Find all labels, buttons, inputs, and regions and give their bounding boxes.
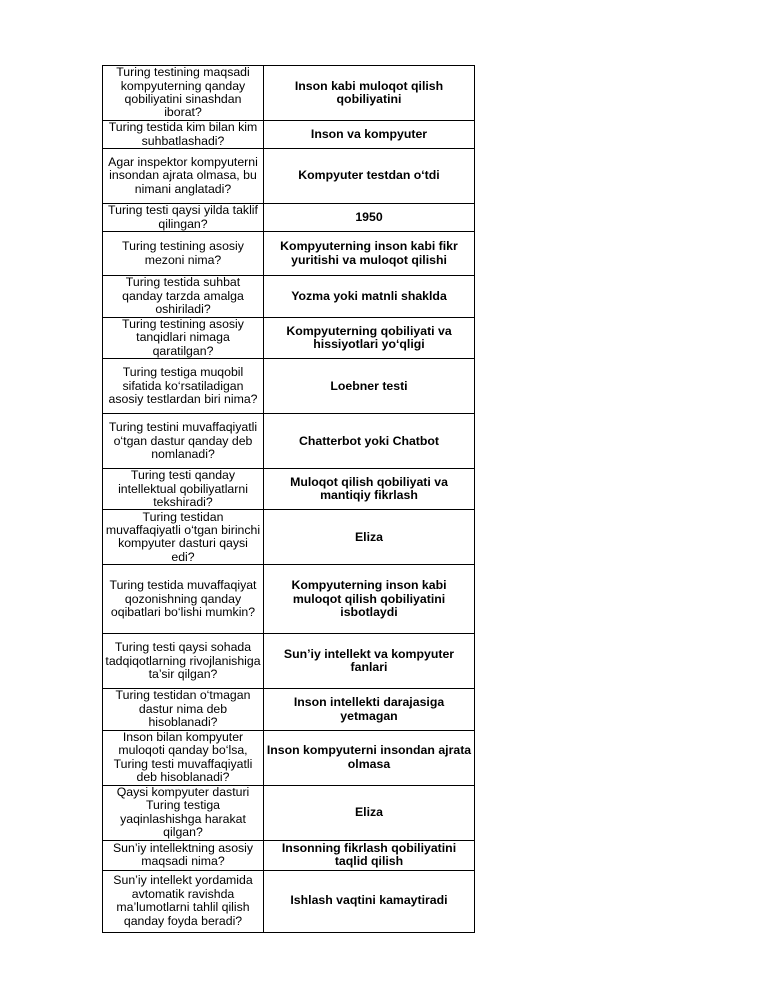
question-cell: Sun’iy intellekt yordamida avtomatik ravishda ma’lumotlarni tahlil qilish qanday foyda beradi? — [103, 870, 264, 932]
question-cell: Turing testi qaysi yilda taklif qilingan? — [103, 204, 264, 232]
question-cell: Turing testi qanday intellektual qobiliyatlarni tekshiradi? — [103, 469, 264, 510]
table-row — [103, 414, 475, 469]
answer-cell: Inson intellekti darajasiga yetmagan — [264, 689, 475, 730]
answer-cell: Inson kabi muloqot qilish qobiliyatini — [264, 66, 475, 121]
question-cell: Qaysi kompyuter dasturi Turing testiga yaqinlashishga harakat qilgan? — [103, 785, 264, 840]
table-row — [103, 785, 475, 840]
table-row — [103, 840, 475, 870]
answer-cell: Kompyuter testdan o‘tdi — [264, 149, 475, 204]
question-cell: Turing testidan o‘tmagan dastur nima deb hisoblanadi? — [103, 689, 264, 730]
answer-cell: Insonning fikrlash qobiliyatini taqlid qilish — [264, 840, 475, 870]
question-cell: Turing testida suhbat qanday tarzda amalga oshiriladi? — [103, 276, 264, 318]
answer-cell: Ishlash vaqtini kamaytiradi — [264, 870, 475, 932]
table-row — [103, 510, 475, 565]
answer-cell: Kompyuterning qobiliyati va hissiyotlari yo‘qligi — [264, 318, 475, 359]
table-row — [103, 204, 475, 232]
answer-cell: Kompyuterning inson kabi fikr yuritishi va muloqot qilishi — [264, 232, 475, 276]
question-cell: Turing testidan muvaffaqiyatli o‘tgan birinchi kompyuter dasturi qaysi edi? — [103, 510, 264, 565]
answer-cell: Chatterbot yoki Chatbot — [264, 414, 475, 469]
question-cell: Turing testining asosiy mezoni nima? — [103, 232, 264, 276]
answer-cell: Inson va kompyuter — [264, 121, 475, 149]
table-row — [103, 359, 475, 414]
question-cell: Turing testiga muqobil sifatida ko‘rsatiladigan asosiy testlardan biri nima? — [103, 359, 264, 414]
answer-cell: Eliza — [264, 785, 475, 840]
table-row — [103, 149, 475, 204]
table-row — [103, 634, 475, 689]
answer-cell: Sun’iy intellekt va kompyuter fanlari — [264, 634, 475, 689]
table-row — [103, 730, 475, 785]
question-cell: Agar inspektor kompyuterni insondan ajrata olmasa, bu nimani anglatadi? — [103, 149, 264, 204]
question-cell: Inson bilan kompyuter muloqoti qanday bo‘lsa, Turing testi muvaffaqiyatli deb hisoblanadi? — [103, 730, 264, 785]
question-cell: Turing testida kim bilan kim suhbatlashadi? — [103, 121, 264, 149]
question-cell: Turing testining maqsadi kompyuterning qanday qobiliyatini sinashdan iborat? — [103, 66, 264, 121]
table-row — [103, 318, 475, 359]
table-row — [103, 121, 475, 149]
qa-table — [102, 65, 475, 933]
answer-cell: Loebner testi — [264, 359, 475, 414]
answer-cell: Yozma yoki matnli shaklda — [264, 276, 475, 318]
question-cell: Turing testining asosiy tanqidlari nimaga qaratilgan? — [103, 318, 264, 359]
answer-cell: Eliza — [264, 510, 475, 565]
answer-cell: Inson kompyuterni insondan ajrata olmasa — [264, 730, 475, 785]
question-cell: Turing testini muvaffaqiyatli o‘tgan dastur qanday deb nomlanadi? — [103, 414, 264, 469]
table-row — [103, 469, 475, 510]
answer-cell: Muloqot qilish qobiliyati va mantiqiy fikrlash — [264, 469, 475, 510]
table-row — [103, 689, 475, 730]
answer-cell: Kompyuterning inson kabi muloqot qilish qobiliyatini isbotlaydi — [264, 565, 475, 634]
table-row — [103, 870, 475, 932]
question-cell: Turing testi qaysi sohada tadqiqotlarning rivojlanishiga ta’sir qilgan? — [103, 634, 264, 689]
table-row — [103, 66, 475, 121]
table-row — [103, 565, 475, 634]
answer-cell: 1950 — [264, 204, 475, 232]
table-row — [103, 276, 475, 318]
question-cell: Turing testida muvaffaqiyat qozonishning qanday oqibatlari bo‘lishi mumkin? — [103, 565, 264, 634]
question-cell: Sun’iy intellektning asosiy maqsadi nima? — [103, 840, 264, 870]
table-row — [103, 232, 475, 276]
